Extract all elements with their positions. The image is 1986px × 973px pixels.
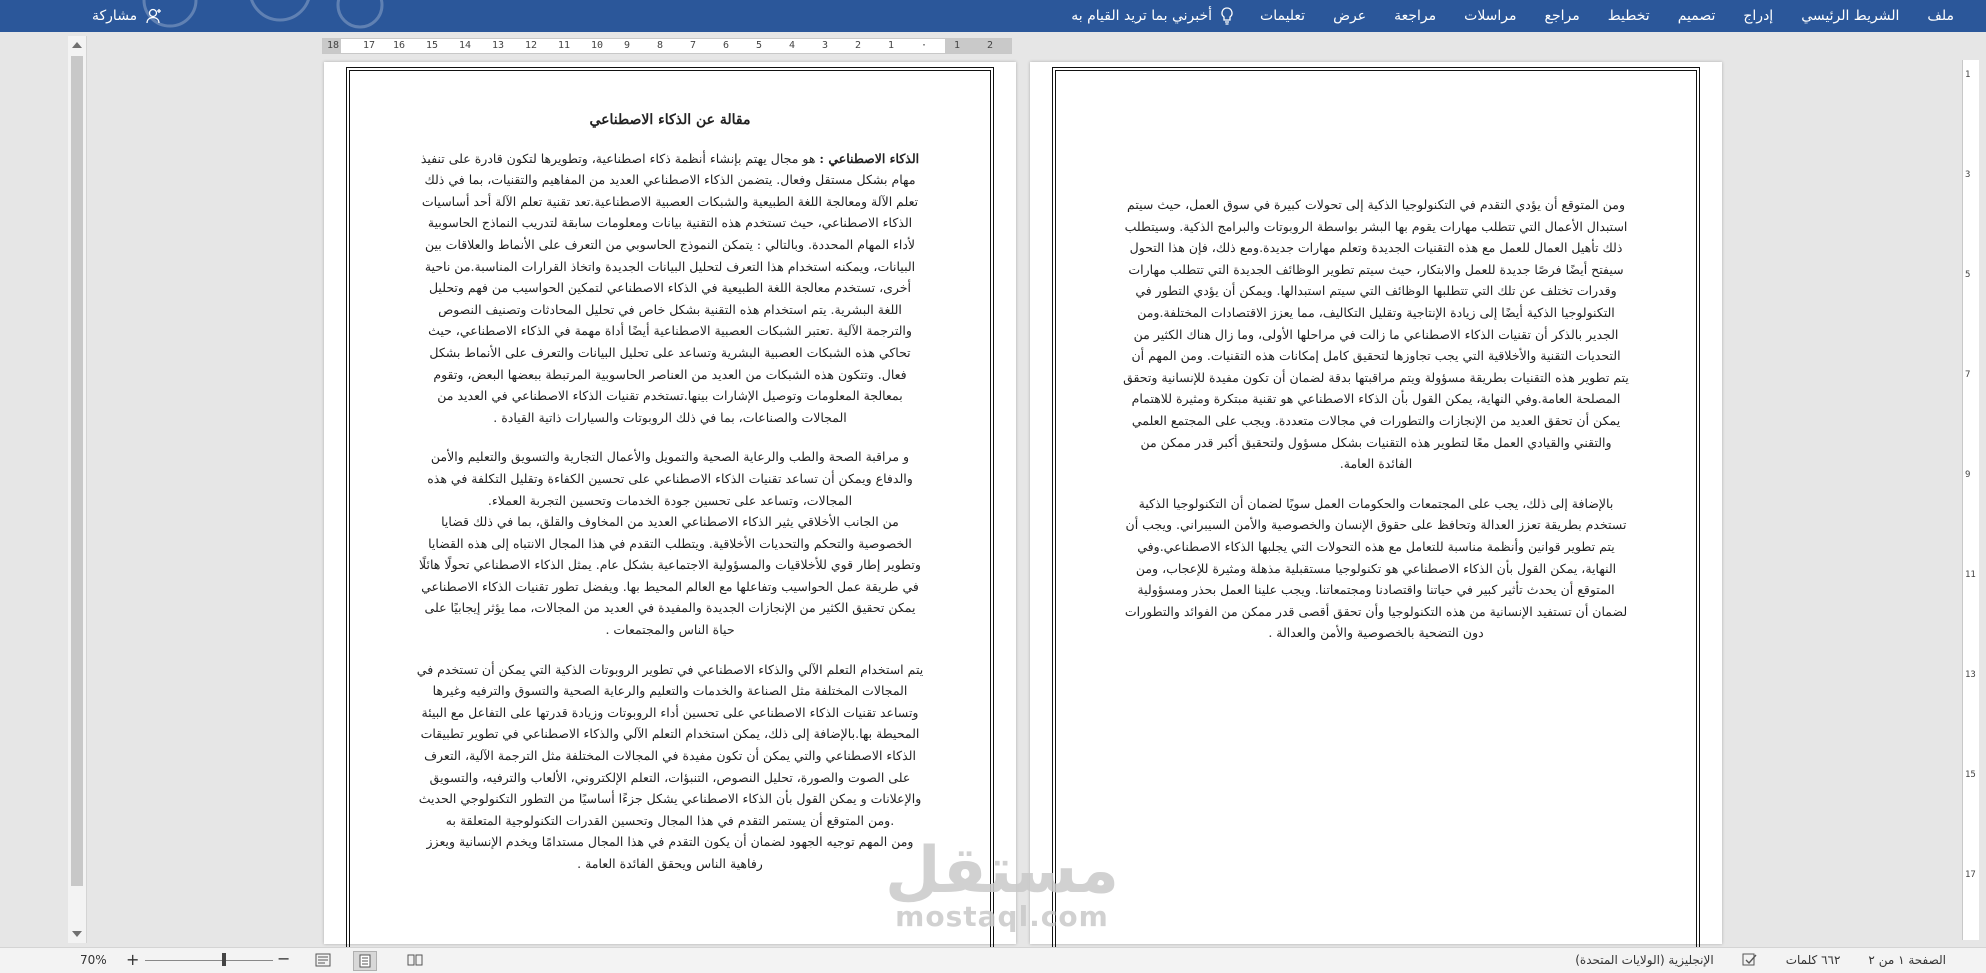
tab-design[interactable]: تصميم xyxy=(1677,8,1716,24)
ruler-tick: 5 xyxy=(756,40,763,51)
ruler-tick: 12 xyxy=(525,40,538,51)
zoom-in-button[interactable]: + xyxy=(126,950,140,969)
watermark-latin: mostaql.com xyxy=(895,900,1109,933)
tab-review[interactable]: مراجعة xyxy=(1394,8,1437,24)
ruler-tick: 13 xyxy=(492,40,505,51)
document-page-1[interactable] xyxy=(324,62,1016,944)
zoom-slider[interactable] xyxy=(145,960,273,961)
paragraph-body: هو مجال يهتم بإنشاء أنظمة ذكاء اصطناعية، وتطويرها لتكون قادرة على تنفيذ مهام بشكل مستقل وفعال. يتضمن الذكاء الاصطناعي العديد من المفاهيم والتقنيات، بما في ذلك تعلم الآلة ومعالجة اللغة الطبيعية والشبكات العصبية الاصطناعية.تعد تقنية تعلم الآلة أحد أساسيات الذكاء الاصطناعي، حيث تستخدم هذه التقنية بيانات ومعلومات سابقة لتدريب النماذج الحاسوبية لأداء المهام المحددة. وبالتالي : يتمكن النموذج الحاسوبي من التعرف على الأنماط والعلاقات بين البيانات، ويمكنه استخدام هذا التعرف لتحليل البيانات الجديدة واتخاذ القرارات المناسبة.من ناحية أخرى، تستخدم معالجة اللغة الطبيعية في الذكاء الاصطناعي لتمكين الحواسيب من فهم وتحليل اللغة البشرية. يتم استخدام هذه التقنية بشكل خاص في تحليل المحادثات وتصنيف النصوص والترجمة الآلية .تعتبر الشبكات العصبية الاصطناعية أيضًا أداة مهمة في الذكاء الاصطناعي، حيث تحاكي هذه الشبكات العصبية البشرية وتساعد على تحليل البيانات والتعرف على الأنماط بشكل فعال. وتتكون هذه الشبكات من العديد من العناصر الحاسوبية المرتبطة ببعضها البعض، وتقوم بمعالجة المعلومات وتوصيل الإشارات بينها.تستخدم تقنيات الذكاء الاصطناعي في العديد من المجالات والصناعات، بما في ذلك الروبوتات والسيارات ذاتية القيادة . xyxy=(420,150,919,425)
share-button[interactable] xyxy=(92,0,163,32)
zoom-slider-thumb[interactable] xyxy=(222,953,226,966)
proofing-icon[interactable] xyxy=(1742,953,1758,967)
tab-mailings[interactable]: مراسلات xyxy=(1464,8,1517,24)
paragraph xyxy=(416,148,924,429)
ribbon-tabs xyxy=(1059,0,1968,32)
ruler-tick: 13 xyxy=(1965,670,1976,680)
ruler-tick: 4 xyxy=(789,40,796,51)
ribbon-decoration xyxy=(130,0,390,30)
mostaql-watermark xyxy=(872,836,1132,956)
ruler-tick: 8 xyxy=(657,40,664,51)
tab-layout[interactable]: تخطيط xyxy=(1607,8,1650,24)
page-2-text[interactable] xyxy=(1122,194,1630,662)
ruler-tick: 5 xyxy=(1965,270,1971,280)
ruler-tick: 2 xyxy=(855,40,862,51)
ruler-tick: 3 xyxy=(822,40,829,51)
person-add-icon xyxy=(145,7,163,25)
ruler-tick: 17 xyxy=(1965,870,1976,880)
tab-insert[interactable]: إدراج xyxy=(1743,8,1774,24)
scroll-up-arrow-icon[interactable] xyxy=(72,42,82,48)
share-label: مشاركة xyxy=(92,8,138,24)
ruler-tick: 3 xyxy=(1965,170,1971,180)
document-title: مقالة عن الذكاء الاصطناعي xyxy=(589,112,751,128)
ruler-tick: 18 xyxy=(327,40,340,51)
tab-file[interactable]: ملف xyxy=(1927,8,1954,24)
horizontal-ruler[interactable] xyxy=(322,38,1012,54)
zoom-out-button[interactable]: − xyxy=(277,949,291,968)
ruler-tick: 11 xyxy=(1965,570,1976,580)
tab-references[interactable]: مراجع xyxy=(1544,8,1580,24)
document-page-2[interactable] xyxy=(1030,62,1722,944)
intro-term: الذكاء الاصطناعي : xyxy=(819,150,920,166)
ruler-tick: 14 xyxy=(459,40,472,51)
vertical-scrollbar[interactable] xyxy=(68,36,87,943)
ruler-tick: 2 xyxy=(987,40,994,51)
language-indicator[interactable]: الإنجليزية (الولايات المتحدة) xyxy=(1575,953,1714,967)
tell-me-label: أخبرني بما تريد القيام به xyxy=(1071,8,1213,24)
lightbulb-icon xyxy=(1220,7,1234,25)
paragraph: و مراقبة الصحة والطب والرعاية الصحية والتمويل والأعمال التجارية والتسويق والتعليم والأمن والدفاع ويمكن أن تساعد تقنيات الذكاء الاصطناعي على تحسين الكفاءة وتقليل التكلفة في هذه المجالات، وتساعد على تحسين جودة الخدمات وتحسين التجربة العملاء. من الجانب الأخلاقي يثير الذكاء الاصطناعي العديد من المخاوف والقلق، بما في ذلك قضايا الخصوصية والتحكم والتحديات الأخلاقية. ويتطلب التقدم في هذا المجال الانتباه إلى هذه القضايا وتطوير إطار قوي للأخلاقيات والمسؤولية الاجتماعية بشكل عام. يمثل الذكاء الاصطناعي تحولًا هائلًا في طريقة عمل الحواسيب وتفاعلها مع العالم المحيط بها. ويفضل تطور تقنيات الذكاء الاصطناعي يمكن تحقيق الكثير من الإنجازات الجديدة والمفيدة في العديد من المجالات، مما يؤثر إيجابيًا على حياة الناس والمجتمعات . xyxy=(419,449,921,638)
paragraph: ومن المتوقع أن يؤدي التقدم في التكنولوجيا الذكية إلى تحولات كبيرة في سوق العمل، حيث سيتم استبدال الأعمال التي تتطلب مهارات يقوم بها البشر بواسطة الروبوتات والبرامج الذكية. وسيتطلب ذلك تأهيل العمال للعمل مع هذه التقنيات الجديدة وتعلم مهارات جديدة.ومع ذلك، فإن هذا التحول سيفتح أيضًا فرصًا جديدة للعمل والابتكار، حيث سيتم تطوير الوظائف الجديدة التي تتطلب مهارات وقدرات تختلف عن تلك التي تتطلبها الوظائف التي سيتم استبدالها. ويمكن أن يؤدي التطور في التكنولوجيا الذكية أيضًا إلى زيادة الإنتاجية وتقليل التكاليف، مما يعزز الاقتصادات المختلفة.ومن الجدير بالذكر أن تقنيات الذكاء الاصطناعي ما زالت في مراحلها الأولى، وما زال هناك الكثير من التحديات التقنية والأخلاقية التي يجب تجاوزها لتحقيق كامل إمكانات هذه التقنيات. ومن المهم أن يتم تطوير هذه التقنيات بطريقة مسؤولة ويتم مراقبتها بدقة لضمان أن تكون مفيدة للإنسانية وتحقق المصلحة العامة.وفي النهاية، يمكن القول بأن الذكاء الاصطناعي هو تقنية مبتكرة ومثيرة للاهتمام يمكن أن تحقق العديد من الإنجازات والتطورات في مجالات متعددة. ويجب على المجتمع العلمي والتقني والقيادي العمل معًا لتطوير هذه التقنيات بشكل مسؤول ولتحقيق أكبر قدر ممكن من الفائدة العامة. xyxy=(1123,197,1629,472)
ruler-tick: 6 xyxy=(723,40,730,51)
ruler-tick: 17 xyxy=(363,40,376,51)
page-1-text[interactable] xyxy=(416,110,924,893)
tell-me-search[interactable] xyxy=(1059,7,1246,25)
ruler-tick: 15 xyxy=(426,40,439,51)
ruler-tick: 10 xyxy=(591,40,604,51)
ruler-tick: 9 xyxy=(624,40,631,51)
word-count[interactable]: ٦٦٢ كلمات xyxy=(1785,953,1841,967)
ruler-tick: 11 xyxy=(558,40,571,51)
page-count[interactable]: الصفحة ١ من ٢ xyxy=(1868,953,1946,967)
print-layout-icon[interactable] xyxy=(353,951,377,971)
ruler-tick: 15 xyxy=(1965,770,1976,780)
zoom-level[interactable]: 70% xyxy=(80,953,107,967)
ruler-tick: 1 xyxy=(1965,70,1971,80)
read-mode-icon[interactable] xyxy=(404,951,426,969)
status-bar xyxy=(0,947,1986,973)
ruler-tick: · xyxy=(921,40,928,51)
tab-view[interactable]: عرض xyxy=(1333,8,1367,24)
vertical-ruler[interactable] xyxy=(1962,60,1979,940)
web-layout-icon[interactable] xyxy=(312,951,334,969)
scrollbar-thumb[interactable] xyxy=(71,56,83,886)
tab-help[interactable]: تعليمات xyxy=(1260,8,1306,24)
paragraph: بالإضافة إلى ذلك، يجب على المجتمعات والحكومات العمل سويًا لضمان أن التكنولوجيا الذكية تستخدم بطريقة تعزز العدالة وتحافظ على حقوق الإنسان والخصوصية والأمن السيبراني. ويجب أن يتم تطوير قوانين وأنظمة مناسبة للتعامل مع هذه التحولات التي يجلبها الذكاء الاصطناعي.وفي النهاية، يمكن القول بأن الذكاء الاصطناعي هو تكنولوجيا مستقبلية مذهلة ومثيرة للإعجاب، ومن المتوقع أن يحدث تأثير كبير في حياتنا واقتصادنا ومجتمعاتنا. ويجب علينا العمل بحذر ومسؤولية لضمان أن تستفيد الإنسانية من هذه التكنولوجيا وأن تحقق أقصى قدر ممكن من الفوائد والتطورات دون التضحية بالخصوصية والأمن والعدالة . xyxy=(1124,495,1628,641)
ruler-tick: 16 xyxy=(393,40,406,51)
tab-home[interactable]: الشريط الرئيسي xyxy=(1801,8,1900,24)
paragraph: يتم استخدام التعلم الآلي والذكاء الاصطناعي في تطوير الروبوتات الذكية التي يمكن أن تستخدم في المجالات المختلفة مثل الصناعة والخدمات والتعليم والرعاية الصحية والتسوق والترفيه وغيرها وتساعد تقنيات الذكاء الاصطناعي على تحسين أداء الروبوتات وزيادة قدرتها على التفاعل مع البيئة المحيطة بها.بالإضافة إلى ذلك، يمكن استخدام التعلم الآلي والذكاء الاصطناعي في تطوير تطبيقات الذكاء الاصطناعي والتي يمكن أن تكون مفيدة في المجالات المختلفة مثل الترجمة الآلية، التعرف على الصوت والصورة، تحليل النصوص، التنبؤات، التعلم الإلكتروني، الألعاب والترفيه، والتسويق والإعلانات و يمكن القول بأن الذكاء الاصطناعي يشكل جزءًا أساسيًا من التطور التكنولوجي الحديث .ومن المتوقع أن يستمر التقدم في هذا المجال وتحسين القدرات التكنولوجية المتعلقة به ومن المهم توجيه الجهود لضمان أن يكون التقدم في هذا المجال مستدامًا ويخدم الإنسانية ويعزز رفاهية الناس ويحقق الفائدة العامة . xyxy=(416,661,924,871)
scroll-down-arrow-icon[interactable] xyxy=(72,931,82,937)
ruler-tick: 7 xyxy=(690,40,697,51)
watermark-arabic: مستقل xyxy=(884,834,1120,908)
ruler-tick: 9 xyxy=(1965,470,1971,480)
ruler-tick: 1 xyxy=(888,40,895,51)
ruler-tick: 1 xyxy=(954,40,961,51)
ruler-tick: 7 xyxy=(1965,370,1971,380)
ribbon-bar xyxy=(0,0,1986,32)
status-info xyxy=(1575,953,1946,967)
